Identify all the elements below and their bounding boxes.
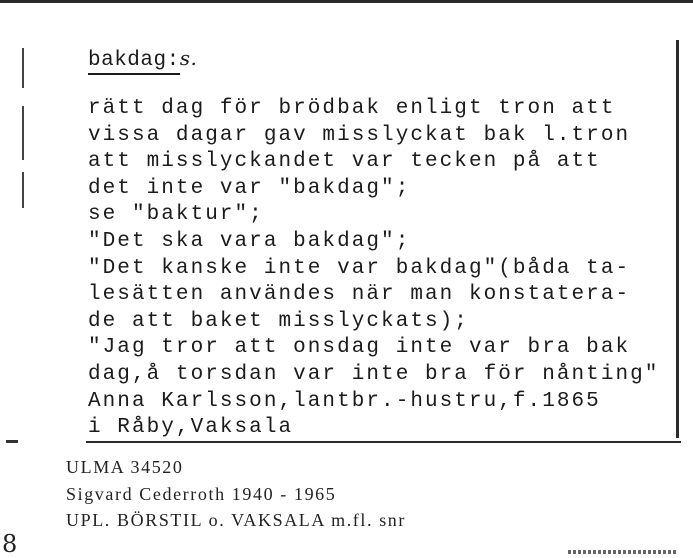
- text-line: se "baktur";: [88, 203, 264, 227]
- edge-stamp-mark: [568, 550, 678, 554]
- text-line: "Jag tror att onsdag inte var bra bak: [88, 336, 631, 360]
- text-line: de att baket misslyckats);: [88, 309, 469, 333]
- text-line: Anna Karlsson,lantbr.-hustru,f.1865: [88, 389, 601, 413]
- card-top-border: [0, 0, 693, 3]
- text-line: att misslyckandet var tecken på att: [88, 150, 601, 174]
- text-line: i Råby,Vaksala: [88, 416, 294, 440]
- archive-number: ULMA 34520: [66, 457, 184, 477]
- source-info: [66, 454, 406, 534]
- left-margin-mark: [22, 172, 24, 208]
- corner-mark: 8: [2, 530, 18, 558]
- definition-text: [88, 96, 659, 442]
- left-margin-tick: [6, 440, 18, 443]
- location: UPL. BÖRSTIL o. VAKSALA m.fl. snr: [66, 510, 406, 530]
- text-line: rätt dag för brödbak enligt tron att: [88, 97, 616, 120]
- text-line: "Det kanske inte var bakdag"(båda ta-: [88, 256, 631, 280]
- text-line: vissa dagar gav misslyckat bak l.tron: [88, 123, 631, 147]
- headword-suffix: s.: [179, 46, 198, 70]
- text-line: "Det ska vara bakdag";: [88, 229, 411, 253]
- text-line: det inte var "bakdag";: [88, 176, 411, 200]
- text-line: lesätten användes när man konstatera-: [88, 283, 631, 307]
- left-margin-mark: [22, 48, 24, 88]
- left-margin-mark: [22, 106, 24, 160]
- headword-text: bakdag:: [88, 49, 180, 75]
- headword: [88, 46, 197, 72]
- collector: Sigvard Cederroth 1940 - 1965: [66, 483, 337, 504]
- text-line: dag,å torsdan var inte bra för nånting": [88, 362, 660, 386]
- card-right-border: [676, 40, 679, 438]
